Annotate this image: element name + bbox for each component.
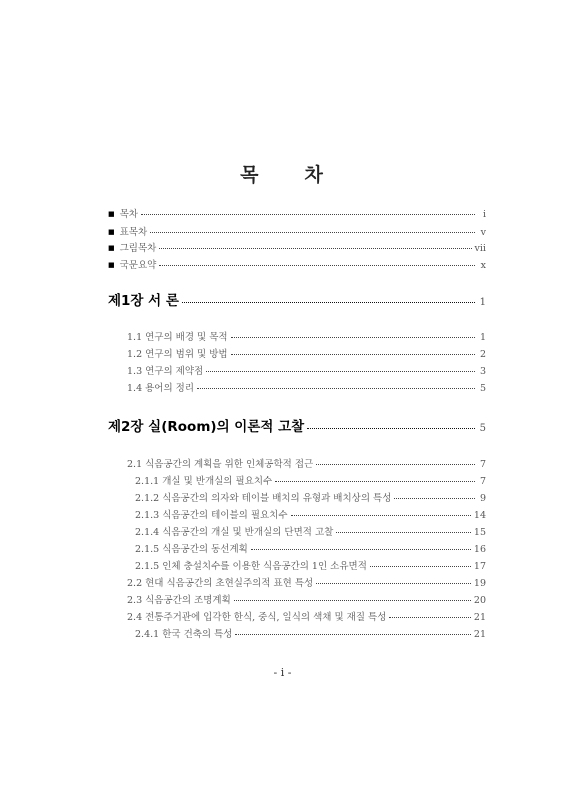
toc-chapter-2[interactable]: 제2장 실(Room)의 이론적 고찰 5 bbox=[108, 419, 486, 435]
toc-title bbox=[0, 160, 565, 187]
leader-dots bbox=[389, 617, 471, 618]
bullet-icon: ■ bbox=[108, 210, 115, 218]
toc-section-2-3[interactable]: 2.3 식음공간의 조명계획 20 bbox=[127, 595, 486, 606]
toc-title-left: 목 bbox=[240, 164, 261, 186]
toc-section-2-1-4[interactable]: 2.1.4 식음공간의 개실 및 반개실의 단면적 고찰 15 bbox=[135, 527, 486, 538]
toc-section-1-3[interactable]: 1.3 연구의 제약점 3 bbox=[127, 366, 486, 377]
toc-entry-abstract[interactable]: ■ 국문요약 x bbox=[108, 260, 486, 271]
leader-dots bbox=[316, 583, 471, 584]
toc-section-1-4[interactable]: 1.4 용어의 정리 5 bbox=[127, 383, 486, 394]
leader-dots bbox=[234, 600, 471, 601]
leader-dots bbox=[231, 337, 475, 338]
leader-dots bbox=[394, 498, 475, 499]
leader-dots bbox=[336, 532, 471, 533]
toc-section-1-2[interactable]: 1.2 연구의 범위 및 방법 2 bbox=[127, 349, 486, 360]
page-number: - i - bbox=[273, 666, 292, 679]
bullet-icon: ■ bbox=[108, 244, 115, 252]
toc-title-right: 차 bbox=[304, 164, 325, 186]
toc-section-2-1-1[interactable]: 2.1.1 개실 및 반개실의 필요치수 7 bbox=[135, 476, 486, 487]
leader-dots bbox=[316, 464, 475, 465]
toc-section-2-2[interactable]: 2.2 현대 식음공간의 초현실주의적 표현 특성 19 bbox=[127, 578, 486, 589]
toc-entry-figures[interactable]: ■ 그림목차 ⅶ bbox=[108, 243, 486, 254]
leader-dots bbox=[197, 388, 475, 389]
toc-section-2-4-1[interactable]: 2.4.1 한국 건축의 특성 21 bbox=[135, 629, 486, 640]
leader-dots bbox=[159, 265, 475, 266]
leader-dots bbox=[159, 248, 471, 249]
leader-dots bbox=[291, 515, 471, 516]
leader-dots bbox=[370, 566, 471, 567]
bullet-icon: ■ bbox=[108, 228, 115, 236]
leader-dots bbox=[307, 428, 475, 429]
leader-dots bbox=[251, 549, 471, 550]
leader-dots bbox=[141, 214, 475, 215]
leader-dots bbox=[231, 354, 475, 355]
toc-chapter-1[interactable]: 제1장 서 론 1 bbox=[108, 293, 486, 309]
leader-dots bbox=[275, 481, 475, 482]
toc-section-2-1-5[interactable]: 2.1.5 식음공간의 동선계획 16 bbox=[135, 544, 486, 555]
toc-entry-tables[interactable]: ■ 표목차 v bbox=[108, 227, 486, 238]
toc-section-2-1-2[interactable]: 2.1.2 식음공간의 의자와 테이블 배치의 유형과 배치상의 특성 9 bbox=[135, 493, 486, 504]
toc-section-2-1[interactable]: 2.1 식음공간의 계획을 위한 인체공학적 접근 7 bbox=[127, 459, 486, 470]
leader-dots bbox=[150, 232, 475, 233]
leader-dots bbox=[182, 302, 475, 303]
toc-entry-contents[interactable]: ■ 목차 i bbox=[108, 209, 486, 220]
leader-dots bbox=[235, 634, 470, 635]
toc-section-1-1[interactable]: 1.1 연구의 배경 및 목적 1 bbox=[127, 332, 486, 343]
toc-section-2-1-3[interactable]: 2.1.3 식음공간의 테이블의 필요치수 14 bbox=[135, 510, 486, 521]
toc-section-2-4[interactable]: 2.4 전통주거관에 입각한 한식, 중식, 일식의 색채 및 재질 특성 21 bbox=[127, 612, 486, 623]
toc-section-2-1-5b[interactable]: 2.1.5 인체 충설치수를 이용한 식음공간의 1인 소유면적 17 bbox=[135, 561, 486, 572]
bullet-icon: ■ bbox=[108, 261, 115, 269]
leader-dots bbox=[206, 371, 475, 372]
